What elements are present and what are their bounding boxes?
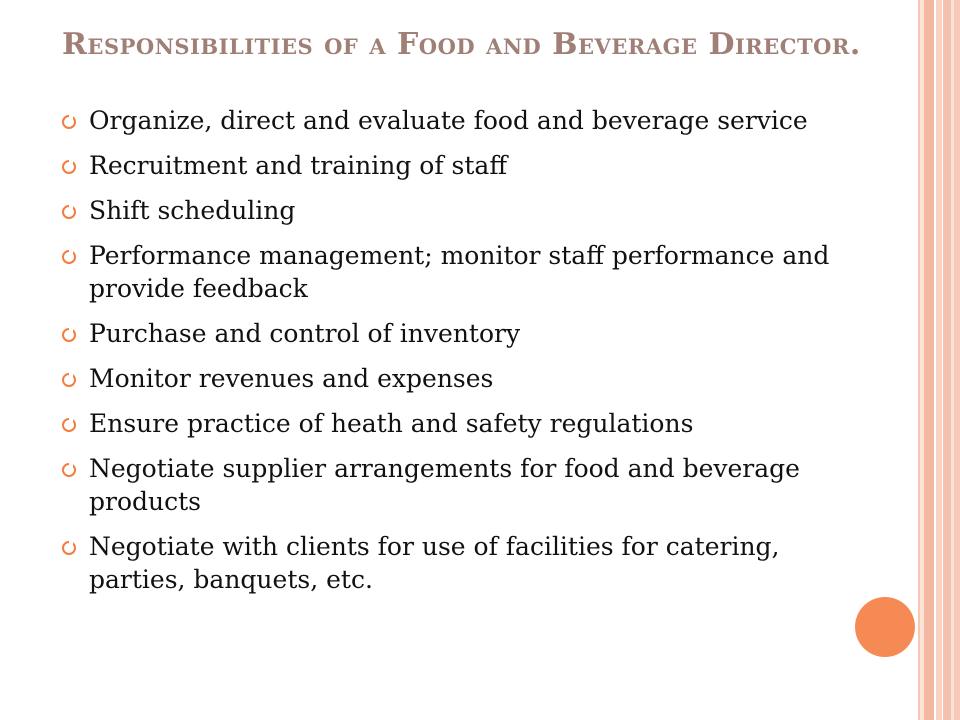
decor-stripe	[954, 0, 960, 720]
decor-stripe	[943, 0, 951, 720]
ring-bullet-icon	[62, 115, 76, 129]
bullet-text: Ensure practice of heath and safety regulations	[89, 409, 694, 438]
slide-title: Responsibilities of a Food and Beverage Director.	[62, 27, 861, 62]
bullet-item	[60, 362, 860, 395]
bullet-list	[60, 104, 860, 608]
bullet-text: Negotiate supplier arrangements for food and beverage products	[89, 454, 800, 516]
bullet-text: Recruitment and training of staff	[89, 151, 508, 180]
decor-stripe	[924, 0, 934, 720]
bullet-item	[60, 452, 860, 518]
ring-bullet-icon	[62, 373, 76, 387]
ring-bullet-icon	[62, 328, 76, 342]
bullet-text: Negotiate with clients for use of facilities for catering, parties, banquets, etc.	[89, 532, 780, 594]
bullet-item	[60, 104, 860, 137]
ring-bullet-icon	[62, 160, 76, 174]
bullet-text: Organize, direct and evaluate food and beverage service	[89, 106, 808, 135]
bullet-text: Performance management; monitor staff performance and provide feedback	[89, 241, 830, 303]
bullet-item	[60, 530, 860, 596]
bullet-item	[60, 149, 860, 182]
ring-bullet-icon	[62, 418, 76, 432]
ring-bullet-icon	[62, 250, 76, 264]
ring-bullet-icon	[62, 541, 76, 555]
bullet-item	[60, 407, 860, 440]
orange-circle-decoration	[855, 597, 915, 657]
bullet-item	[60, 194, 860, 227]
bullet-text: Purchase and control of inventory	[89, 319, 521, 348]
ring-bullet-icon	[62, 205, 76, 219]
bullet-item	[60, 317, 860, 350]
bullet-text: Shift scheduling	[89, 196, 296, 225]
bullet-text: Monitor revenues and expenses	[89, 364, 494, 393]
bullet-item	[60, 239, 860, 305]
ring-bullet-icon	[62, 463, 76, 477]
